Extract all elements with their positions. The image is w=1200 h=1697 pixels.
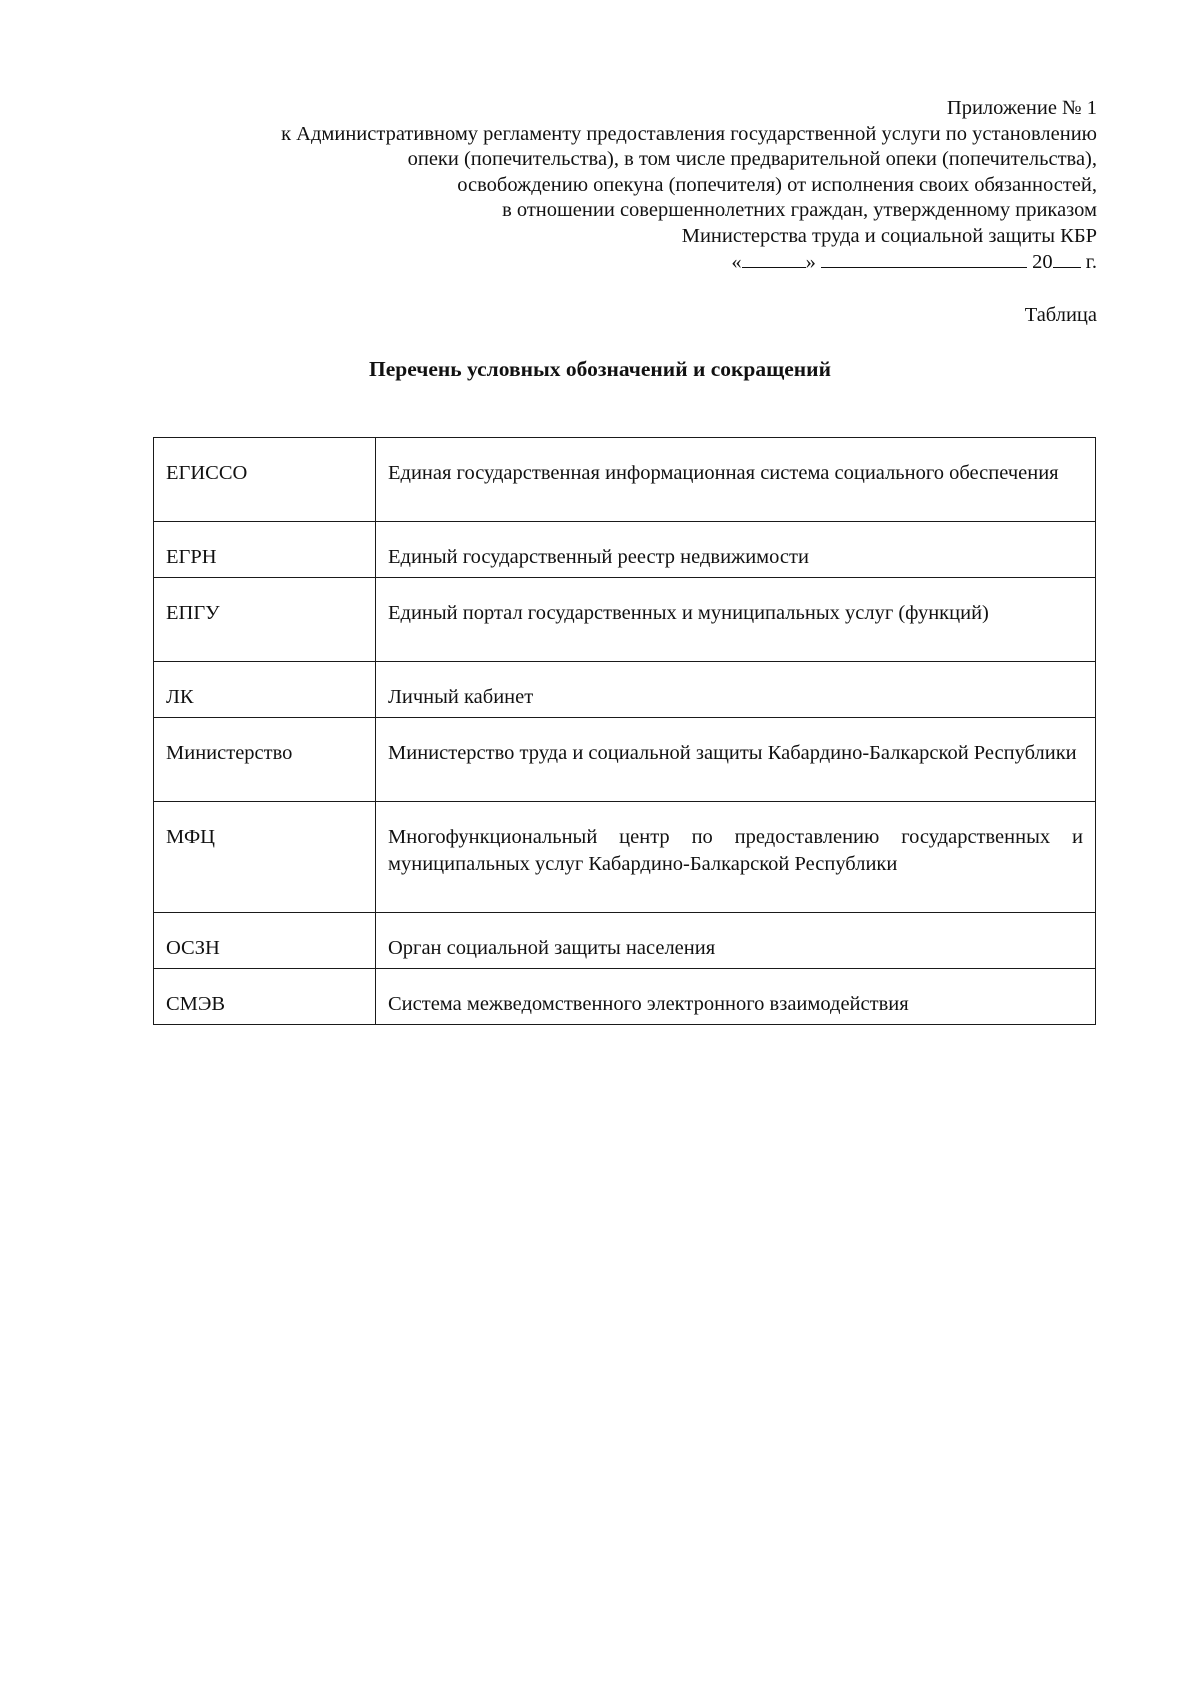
table-row	[154, 578, 1096, 662]
abbreviation-cell: ЕГРН	[154, 522, 376, 578]
table-row	[154, 969, 1096, 1025]
appendix-date-line	[137, 249, 1097, 276]
abbreviation-cell: ЕГИССО	[154, 438, 376, 522]
definition-cell: Министерство труда и социальной защиты Кабардино-Балкарской Республики	[376, 718, 1096, 802]
abbreviations-table	[153, 437, 1096, 1025]
definition-cell: Личный кабинет	[376, 662, 1096, 718]
appendix-header	[137, 96, 1097, 276]
date-open-quote: «	[731, 251, 742, 273]
date-close-quote: »	[805, 251, 816, 273]
date-year-blank	[1053, 249, 1081, 268]
appendix-reference-line-1: к Административному регламенту предоставления государственной услуги по установлению	[281, 122, 1097, 145]
table-row	[154, 913, 1096, 969]
definition-cell: Многофункциональный центр по предоставлению государственных и муниципальных услуг Кабардино-Балкарской Республики	[376, 802, 1096, 913]
appendix-reference-line-2: опеки (попечительства), в том числе предварительной опеки (попечительства),	[407, 148, 1097, 170]
table-row	[154, 522, 1096, 578]
abbreviation-cell: СМЭВ	[154, 969, 376, 1025]
appendix-reference-line-4: в отношении совершеннолетних граждан, утвержденному приказом	[502, 199, 1097, 221]
abbreviation-cell: ЛК	[154, 662, 376, 718]
document-title: Перечень условных обозначений и сокращений	[369, 357, 831, 381]
date-year-prefix: 20	[1032, 251, 1053, 273]
abbreviation-cell: ОСЗН	[154, 913, 376, 969]
abbreviation-cell: ЕПГУ	[154, 578, 376, 662]
date-year-suffix: г.	[1085, 251, 1097, 273]
definition-cell: Орган социальной защиты населения	[376, 913, 1096, 969]
appendix-reference-line-3: освобождению опекуна (попечителя) от исполнения своих обязанностей,	[457, 173, 1097, 196]
date-day-blank	[742, 249, 806, 268]
definition-cell: Единый государственный реестр недвижимости	[376, 522, 1096, 578]
definition-cell: Система межведомственного электронного взаимодействия	[376, 969, 1096, 1025]
table-row	[154, 718, 1096, 802]
date-month-blank	[821, 249, 1027, 268]
appendix-number: Приложение № 1	[946, 97, 1097, 119]
table-row	[154, 802, 1096, 913]
table-label: Таблица	[1024, 304, 1097, 326]
appendix-reference-line-5: Министерства труда и социальной защиты КБР	[681, 224, 1097, 247]
definition-cell: Единый портал государственных и муниципальных услуг (функций)	[376, 578, 1096, 662]
abbreviation-cell: МФЦ	[154, 802, 376, 913]
table-row	[154, 662, 1096, 718]
definition-cell: Единая государственная информационная система социального обеспечения	[376, 438, 1096, 522]
table-row	[154, 438, 1096, 522]
abbreviation-cell: Министерство	[154, 718, 376, 802]
